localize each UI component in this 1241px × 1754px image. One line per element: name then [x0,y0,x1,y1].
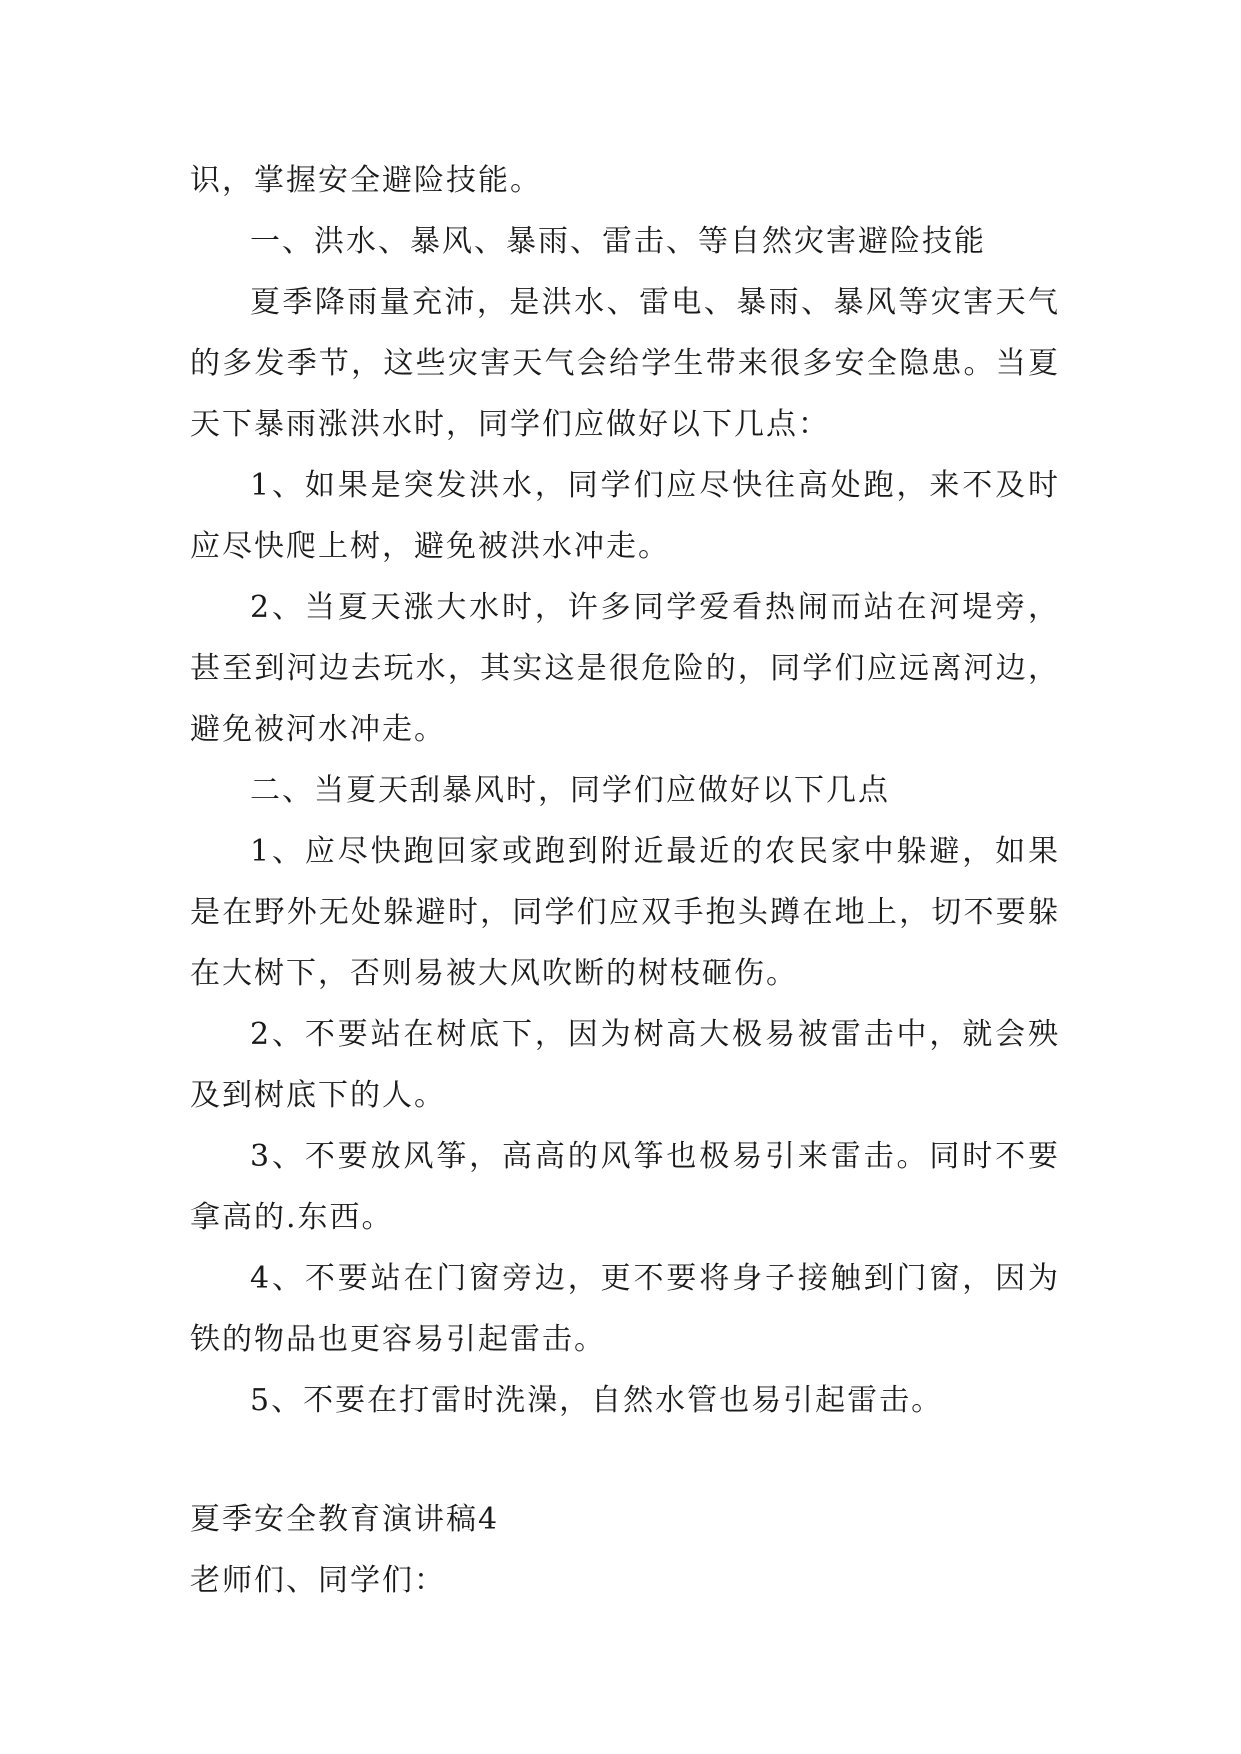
document-body [190,150,1060,1611]
section-title: 夏季安全教育演讲稿4 [190,1502,500,1537]
salutation: 老师们、同学们： [190,1563,446,1598]
paragraph: 识，掌握安全避险技能。 [190,163,542,198]
list-item: 2、当夏天涨大水时，许多同学爱看热闹而站在河堤旁，甚至到河边去玩水，其实这是很危险的，同学们应远离河边，避免被河水冲走。 [190,590,1060,747]
list-item: 4、不要站在门窗旁边，更不要将身子接触到门窗，因为铁的物品也更容易引起雷击。 [190,1261,1060,1357]
list-item: 1、如果是突发洪水，同学们应尽快往高处跑，来不及时应尽快爬上树，避免被洪水冲走。 [190,468,1060,564]
spacer [190,1431,1060,1489]
list-item: 2、不要站在树底下，因为树高大极易被雷击中，就会殃及到树底下的人。 [190,1017,1060,1113]
list-item: 5、不要在打雷时洗澡，自然水管也易引起雷击。 [250,1383,944,1418]
section-heading-storm: 二、当夏天刮暴风时，同学们应做好以下几点 [250,773,890,808]
list-item: 3、不要放风筝，高高的风筝也极易引来雷击。同时不要拿高的.东西。 [190,1139,1060,1235]
section-heading-disaster-skills: 一、洪水、暴风、暴雨、雷击、等自然灾害避险技能 [250,224,986,259]
list-item: 1、应尽快跑回家或跑到附近最近的农民家中躲避，如果是在野外无处躲避时，同学们应双手抱头蹲在地上，切不要躲在大树下，否则易被大风吹断的树枝砸伤。 [190,834,1060,991]
paragraph: 夏季降雨量充沛，是洪水、雷电、暴雨、暴风等灾害天气的多发季节，这些灾害天气会给学生带来很多安全隐患。当夏天下暴雨涨洪水时，同学们应做好以下几点： [190,285,1060,442]
